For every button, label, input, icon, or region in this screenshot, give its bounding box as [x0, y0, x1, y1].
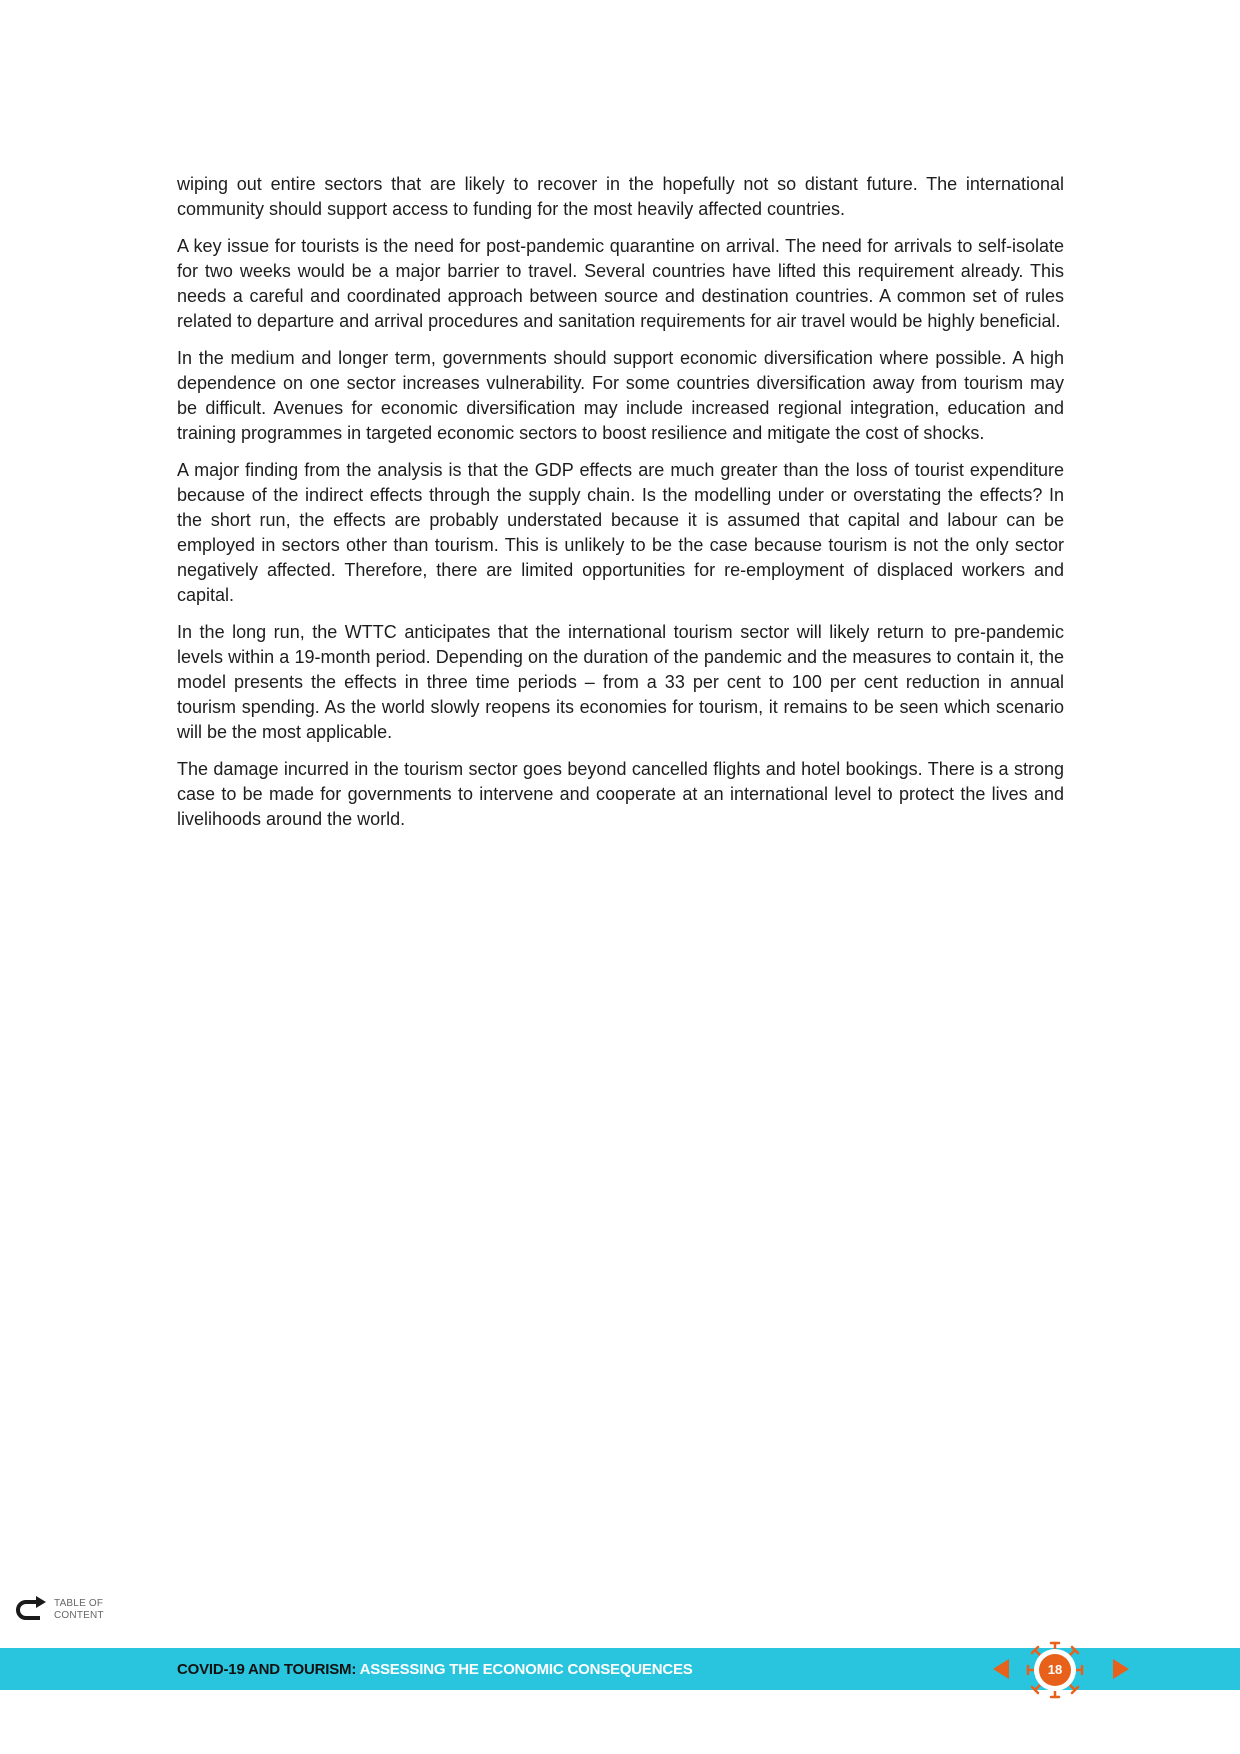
- toc-label-line1: TABLE OF: [54, 1598, 104, 1609]
- paragraph: In the medium and longer term, governments should support economic diversification where possible. A high dependence on one sector increases vulnerability. For some countries diversification away from tourism may be difficult. Avenues for economic diversification may include increased regional integration, education and training programmes in targeted economic sectors to boost resilience and mitigate the cost of shocks.: [177, 348, 1064, 443]
- triangle-right-icon[interactable]: [1112, 1658, 1130, 1680]
- table-of-content-label: [54, 1598, 114, 1622]
- toc-label-line2: CONTENT: [54, 1610, 104, 1621]
- return-arrow-icon: [16, 1596, 48, 1624]
- paragraph: In the long run, the WTTC anticipates that the international tourism sector will likely return to pre-pandemic levels within a 19-month period. Depending on the duration of the pandemic and the measures to contain it, the model presents the effects in three time periods – from a 33 per cent to 100 per cent reduction in annual tourism spending. As the world slowly reopens its economies for tourism, it remains to be seen which scenario will be the most applicable.: [177, 622, 1064, 742]
- triangle-left-icon[interactable]: [992, 1658, 1010, 1680]
- paragraph: The damage incurred in the tourism sector goes beyond cancelled flights and hotel bookings. There is a strong case to be made for governments to intervene and cooperate at an international level to protect the lives and livelihoods around the world.: [177, 759, 1064, 829]
- table-of-content-link[interactable]: [16, 1596, 114, 1624]
- document-body: [177, 172, 1064, 844]
- paragraph: A major finding from the analysis is that the GDP effects are much greater than the loss of tourist expenditure because of the indirect effects through the supply chain. Is the modelling under or overstating the effects? In the short run, the effects are probably understated because it is assumed that capital and labour can be employed in sectors other than tourism. This is unlikely to be the case because tourism is not the only sector negatively affected. Therefore, there are limited opportunities for re-employment of displaced workers and capital.: [177, 460, 1064, 605]
- footer-title: [177, 1661, 693, 1678]
- paragraph: A key issue for tourists is the need for post-pandemic quarantine on arrival. The need for arrivals to self-isolate for two weeks would be a major barrier to travel. Several countries have lifted this requirement already. This needs a careful and coordinated approach between source and destination countries. A common set of rules related to departure and arrival procedures and sanitation requirements for air travel would be highly beneficial.: [177, 236, 1064, 331]
- page-number: 18: [1047, 1662, 1063, 1677]
- footer-title-bold: COVID-19 AND TOURISM:: [177, 1661, 357, 1678]
- footer-title-rest: ASSESSING THE ECONOMIC CONSEQUENCES: [356, 1661, 693, 1678]
- paragraph: wiping out entire sectors that are likely to recover in the hopefully not so distant future. The international community should support access to funding for the most heavily affected countries.: [177, 174, 1064, 219]
